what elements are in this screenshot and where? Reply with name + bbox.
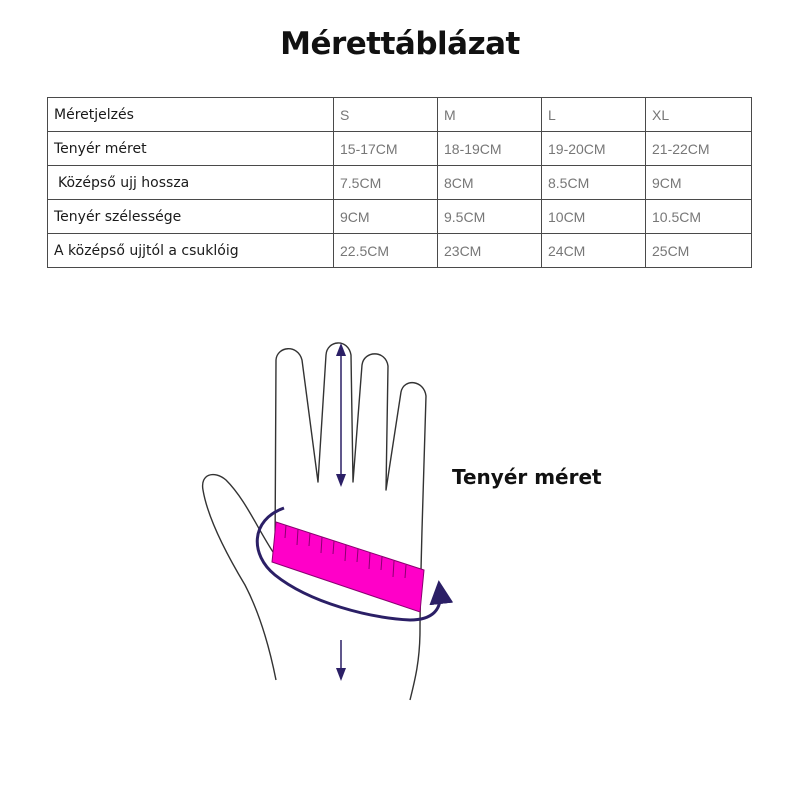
hand-outline: [203, 343, 426, 700]
header-size-l: L: [542, 98, 646, 132]
table-cell: 24CM: [542, 234, 646, 268]
row-label: Középső ujj hossza: [48, 166, 334, 200]
table-cell: 22.5CM: [334, 234, 438, 268]
table-cell: 10CM: [542, 200, 646, 234]
table-cell: 9CM: [646, 166, 752, 200]
header-size-s: S: [334, 98, 438, 132]
table-cell: 23CM: [438, 234, 542, 268]
table-cell: 25CM: [646, 234, 752, 268]
header-size-xl: XL: [646, 98, 752, 132]
table-cell: 7.5CM: [334, 166, 438, 200]
table-cell: 21-22CM: [646, 132, 752, 166]
header-label-cell: Méretjelzés: [48, 98, 334, 132]
measuring-tape: [272, 522, 424, 612]
row-label: Tenyér méret: [48, 132, 334, 166]
table-cell: 9CM: [334, 200, 438, 234]
table-cell: 10.5CM: [646, 200, 752, 234]
row-label: Tenyér szélessége: [48, 200, 334, 234]
page-title: Mérettáblázat: [280, 26, 520, 62]
wrist-arrow-head-icon: [336, 668, 346, 681]
header-size-m: M: [438, 98, 542, 132]
table-cell: 15-17CM: [334, 132, 438, 166]
row-label: A középső ujjtól a csuklóig: [48, 234, 334, 268]
table-cell: 18-19CM: [438, 132, 542, 166]
finger-arrow-bottom-icon: [336, 474, 346, 487]
table-cell: 19-20CM: [542, 132, 646, 166]
table-cell: 8.5CM: [542, 166, 646, 200]
table-cell: 8CM: [438, 166, 542, 200]
table-cell: 9.5CM: [438, 200, 542, 234]
palm-size-label: Tenyér méret: [452, 465, 602, 489]
